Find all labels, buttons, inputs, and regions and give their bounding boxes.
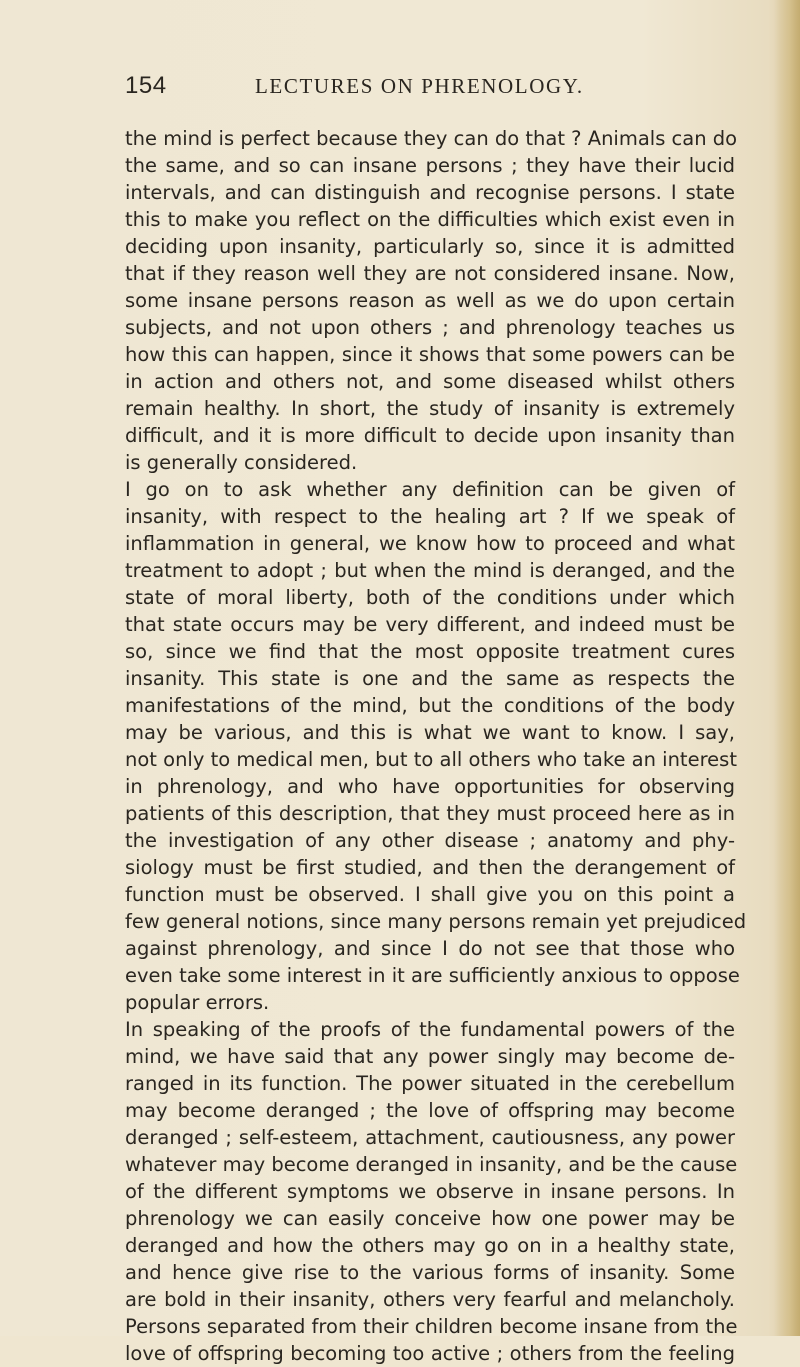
text-line: popular errors. (125, 991, 270, 1014)
text-line: I go on to ask whether any definition can be given of (125, 478, 735, 501)
text-line: function must be observed. I shall give you on this point a (125, 883, 735, 906)
text-line: may be various, and this is what we want to know. I say, (125, 721, 735, 744)
text-line: is generally considered. (125, 451, 358, 474)
text-line: this to make you reflect on the difficulties which exist even in (125, 208, 735, 231)
text-line: difficult, and it is more difficult to decide upon insanity than (125, 424, 735, 447)
text-line: ranged in its function. The power situated in the cerebellum (125, 1072, 735, 1095)
text-line: in action and others not, and some diseased whilst others (125, 370, 735, 393)
text-line: not only to medical men, but to all others who take an interest (125, 748, 737, 771)
page-number: 154 (125, 72, 167, 99)
text-line: that state occurs may be very different, and indeed must be (125, 613, 735, 636)
text-line: remain healthy. In short, the study of insanity is extremely (125, 397, 735, 420)
text-line: even take some interest in it are sufficiently anxious to oppose (125, 964, 740, 987)
text-line: In speaking of the proofs of the fundamental powers of the (125, 1018, 735, 1041)
text-line: some insane persons reason as well as we do upon certain (125, 289, 735, 312)
text-line: the mind is perfect because they can do that ? Animals can do (125, 127, 738, 150)
text-line: the same, and so can insane persons ; they have their lucid (125, 154, 735, 177)
text-line: deranged ; self-esteem, attachment, cautiousness, any power (125, 1126, 735, 1149)
text-line: phrenology we can easily conceive how one power may be (125, 1207, 735, 1230)
text-line: so, since we find that the most opposite treatment cures (125, 640, 735, 663)
text-line: whatever may become deranged in insanity, and be the cause (125, 1153, 738, 1176)
text-line: mind, we have said that any power singly may become de- (125, 1045, 735, 1068)
text-line: siology must be first studied, and then the derangement of (125, 856, 735, 879)
page-header (125, 72, 725, 102)
text-line: treatment to adopt ; but when the mind is deranged, and the (125, 559, 735, 582)
text-line: patients of this description, that they must proceed here as in (125, 802, 735, 825)
text-line: deciding upon insanity, particularly so, since it is admitted (125, 235, 735, 258)
text-line: subjects, and not upon others ; and phrenology teaches us (125, 316, 735, 339)
text-line: the investigation of any other disease ; anatomy and phy- (125, 829, 735, 852)
text-line: how this can happen, since it shows that some powers can be (125, 343, 735, 366)
text-line: state of moral liberty, both of the conditions under which (125, 586, 735, 609)
text-line: against phrenology, and since I do not see that those who (125, 937, 735, 960)
text-line: deranged and how the others may go on in a healthy state, (125, 1234, 735, 1257)
text-line: insanity, with respect to the healing art ? If we speak of (125, 505, 735, 528)
text-line: inflammation in general, we know how to proceed and what (125, 532, 735, 555)
page-edge-discoloration (774, 0, 800, 1336)
text-line: insanity. This state is one and the same as respects the (125, 667, 735, 690)
running-head: LECTURES ON PHRENOLOGY. (255, 74, 584, 98)
text-line: in phrenology, and who have opportunities for observing (125, 775, 735, 798)
text-line: few general notions, since many persons remain yet prejudiced (125, 910, 747, 933)
text-line: are bold in their insanity, others very fearful and melancholy. (125, 1288, 735, 1311)
text-line: Persons separated from their children become insane from the (125, 1315, 738, 1338)
text-line: of the different symptoms we observe in insane persons. In (125, 1180, 735, 1203)
text-line: manifestations of the mind, but the conditions of the body (125, 694, 735, 717)
text-line: may become deranged ; the love of offspring may become (125, 1099, 735, 1122)
text-line: that if they reason well they are not considered insane. Now, (125, 262, 735, 285)
body-text (125, 125, 747, 1367)
text-line: love of offspring becoming too active ; others from the feeling (125, 1342, 735, 1365)
text-line: and hence give rise to the various forms of insanity. Some (125, 1261, 735, 1284)
text-line: intervals, and can distinguish and recognise persons. I state (125, 181, 735, 204)
